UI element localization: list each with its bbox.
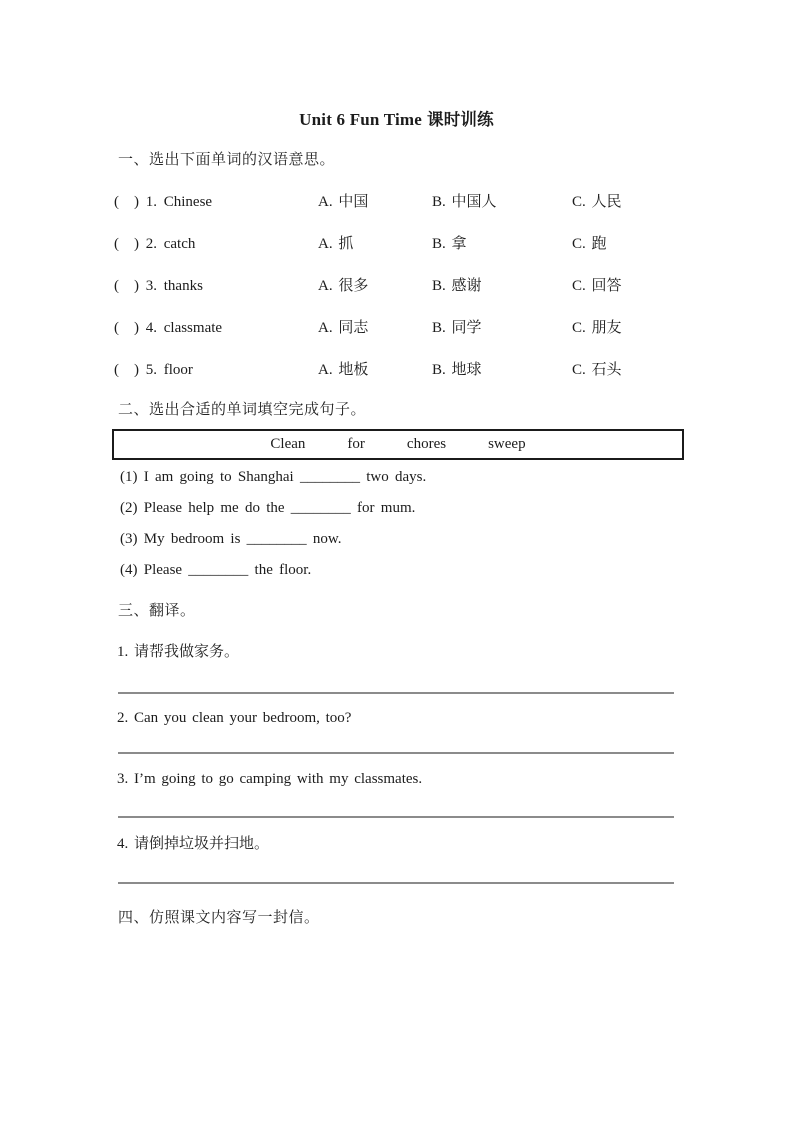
section-one-heading: 一、选出下面单词的汉语意思。 [118,151,336,168]
question-stem: ( ) 2. catch [114,236,196,252]
option-b: B. 中国人 [432,194,497,210]
answer-line-4 [118,882,674,884]
fill-blank-sentence-3: (3) My bedroom is ________ now. [120,531,342,547]
word-bank-item-1: Clean [270,436,306,452]
question-stem: ( ) 1. Chinese [114,194,213,210]
section-three-heading: 三、翻译。 [118,602,196,619]
word-bank-item-4: sweep [488,436,526,452]
translation-item-3: 3. I’m going to go camping with my classmates. [117,771,423,787]
answer-line-1 [118,692,674,694]
page-title-english: Unit 6 Fun Time [299,110,422,129]
option-a: A. 抓 [318,236,354,252]
option-a: A. 中国 [318,194,369,210]
mcq-row-3 [114,274,734,294]
option-b: B. 地球 [432,362,482,378]
fill-blank-sentence-2: (2) Please help me do the ________ for mum. [120,500,416,516]
question-stem: ( ) 4. classmate [114,320,223,336]
fill-blank-sentence-4: (4) Please ________ the floor. [120,562,312,578]
option-b: B. 拿 [432,236,467,252]
section-two-heading: 二、选出合适的单词填空完成句子。 [118,401,367,418]
option-b: B. 感谢 [432,278,482,294]
option-c: C. 跑 [572,236,607,252]
word-bank-item-3: chores [406,436,447,452]
answer-line-2 [118,752,674,754]
word-bank-item-2: for [347,436,365,452]
mcq-row-2 [114,232,734,252]
section-four-heading: 四、仿照课文内容写一封信。 [118,909,320,926]
translation-item-1: 1. 请帮我做家务。 [117,644,240,660]
page-title-chinese: 课时训练 [427,111,494,129]
page-title [0,106,793,130]
question-stem: ( ) 3. thanks [114,278,203,294]
option-a: A. 地板 [318,362,369,378]
option-c: C. 人民 [572,194,622,210]
option-c: C. 石头 [572,362,622,378]
fill-blank-sentence-1: (1) I am going to Shanghai ________ two days. [120,469,427,485]
answer-line-3 [118,816,674,818]
option-a: A. 很多 [318,278,369,294]
option-a: A. 同志 [318,320,369,336]
question-stem: ( ) 5. floor [114,362,193,378]
translation-item-2: 2. Can you clean your bedroom, too? [117,710,352,726]
option-b: B. 同学 [432,320,482,336]
option-c: C. 回答 [572,278,622,294]
word-bank-box [112,429,684,460]
option-c: C. 朋友 [572,320,622,336]
translation-item-4: 4. 请倒掉垃圾并扫地。 [117,836,270,852]
mcq-row-4 [114,316,734,336]
mcq-row-5 [114,358,734,378]
mcq-row-1 [114,190,734,210]
